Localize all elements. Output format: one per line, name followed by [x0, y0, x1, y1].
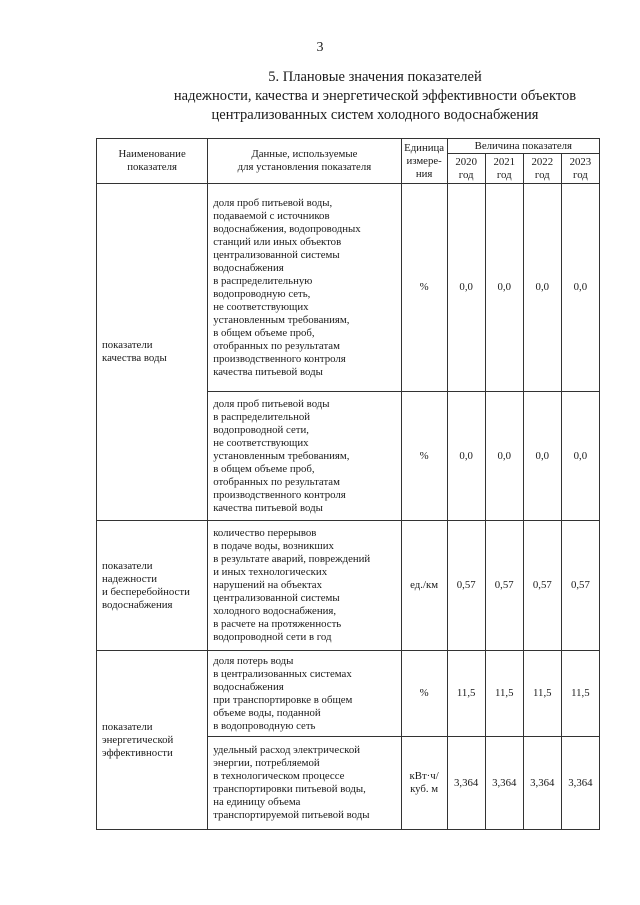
- header-year: 2020 год: [447, 154, 485, 184]
- section-heading: [150, 68, 600, 125]
- header-indicator-name: Наименование показателя: [97, 139, 208, 184]
- indicator-data-cell: доля проб питьевой воды, подаваемой с источников водоснабжения, водопроводных станций или иных объектов централизованной системы водоснабжения в распределительную водопроводную сеть, не соответствующих установленным требованиям, в общем объеме проб, отобранных по результатам производственного контроля качества питьевой воды: [208, 184, 401, 392]
- indicators-table: [96, 138, 600, 830]
- unit-cell: кВт·ч/ куб. м: [401, 737, 447, 830]
- header-value: Величина показателя: [447, 139, 599, 154]
- table-row: [97, 651, 600, 737]
- value-cell: 11,5: [447, 651, 485, 737]
- value-cell: 3,364: [523, 737, 561, 830]
- heading-line-3: централизованных систем холодного водоснабжения: [211, 107, 539, 123]
- unit-cell: %: [401, 651, 447, 737]
- value-cell: 11,5: [561, 651, 599, 737]
- unit-cell: %: [401, 392, 447, 521]
- heading-line-2: надежности, качества и энергетической эффективности объектов: [173, 88, 577, 104]
- header-unit: Единица измере- ния: [401, 139, 447, 184]
- value-cell: 11,5: [523, 651, 561, 737]
- header-data-used: Данные, используемые для установления показателя: [208, 139, 401, 184]
- indicator-data-cell: удельный расход электрической энергии, потребляемой в технологическом процессе транспортировки питьевой воды, на единицу объема транспортируемой питьевой воды: [208, 737, 401, 830]
- value-cell: 0,0: [523, 392, 561, 521]
- value-cell: 3,364: [447, 737, 485, 830]
- unit-cell: ед./км: [401, 521, 447, 651]
- value-cell: 3,364: [485, 737, 523, 830]
- header-year: 2021 год: [485, 154, 523, 184]
- indicator-group-name: показатели надежности и бесперебойности водоснабжения: [97, 521, 208, 651]
- table-row: [97, 184, 600, 392]
- value-cell: 0,0: [561, 184, 599, 392]
- indicator-data-cell: доля проб питьевой воды в распределительной водопроводной сети, не соответствующих установленным требованиям, в общем объеме проб, отобранных по результатам производственного контроля качества питьевой воды: [208, 392, 401, 521]
- value-cell: 0,0: [523, 184, 561, 392]
- table-row: [97, 521, 600, 651]
- header-year: 2022 год: [523, 154, 561, 184]
- indicator-group-name: показатели качества воды: [97, 184, 208, 521]
- value-cell: 0,0: [447, 392, 485, 521]
- value-cell: 0,0: [447, 184, 485, 392]
- heading-line-1: 5. Плановые значения показателей: [268, 69, 482, 85]
- page-number: 3: [316, 40, 324, 55]
- indicator-data-cell: доля потерь воды в централизованных системах водоснабжения при транспортировке в общем объеме воды, поданной в водопроводную сеть: [208, 651, 401, 737]
- value-cell: 0,0: [485, 184, 523, 392]
- header-year: 2023 год: [561, 154, 599, 184]
- value-cell: 0,57: [447, 521, 485, 651]
- indicator-group-name: показатели энергетической эффективности: [97, 651, 208, 830]
- value-cell: 0,0: [561, 392, 599, 521]
- indicator-data-cell: количество перерывов в подаче воды, возникших в результате аварий, повреждений и иных технологических нарушений на объектах централизованной системы холодного водоснабжения, в расчете на протяженность водопроводной сети в год: [208, 521, 401, 651]
- value-cell: 0,57: [523, 521, 561, 651]
- value-cell: 11,5: [485, 651, 523, 737]
- value-cell: 0,0: [485, 392, 523, 521]
- value-cell: 3,364: [561, 737, 599, 830]
- value-cell: 0,57: [485, 521, 523, 651]
- unit-cell: %: [401, 184, 447, 392]
- value-cell: 0,57: [561, 521, 599, 651]
